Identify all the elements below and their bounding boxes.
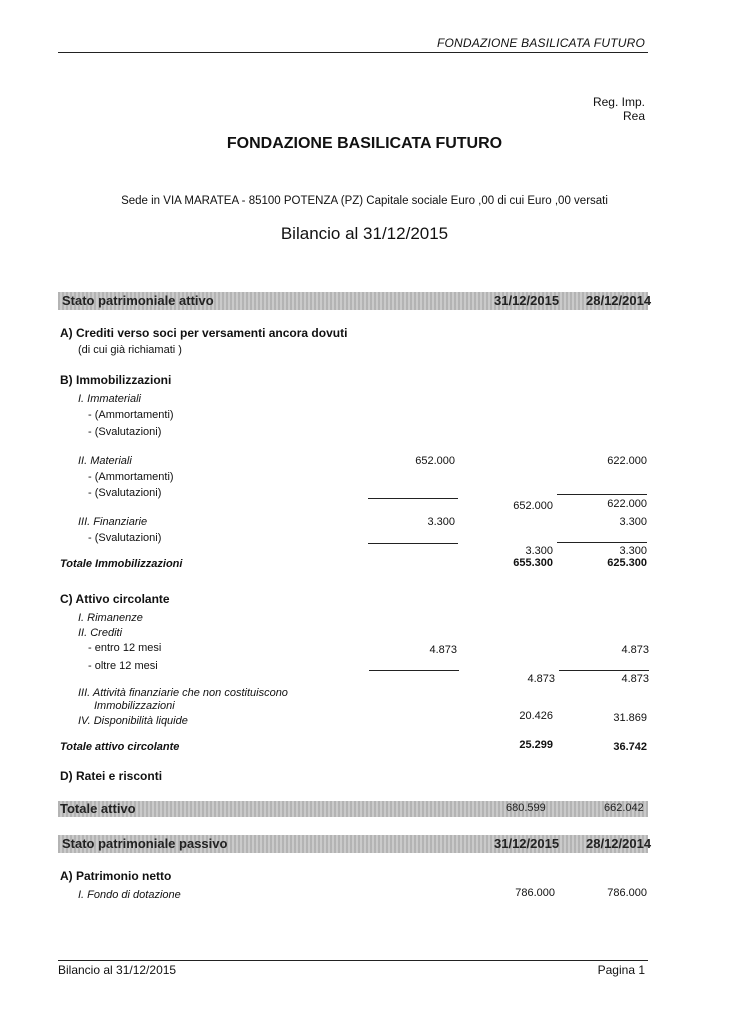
c-attivita-finanziarie-cont: Immobilizzazioni <box>94 700 175 712</box>
attivo-col-current: 31/12/2015 <box>494 293 560 308</box>
footer-left: Bilancio al 31/12/2015 <box>58 963 177 977</box>
b-i-ammortamenti: - (Ammortamenti) <box>88 409 174 421</box>
sede-line: Sede in VIA MARATEA - 85100 POTENZA (PZ) Capitale sociale Euro ,00 di cui Euro ,00 versati <box>121 195 608 207</box>
c-crediti-net-prev: 4.873 <box>621 673 649 685</box>
footer-rule <box>58 960 648 961</box>
rule <box>368 543 458 544</box>
b-iii-prev: 3.300 <box>619 516 647 528</box>
c-oltre-12-mesi: - oltre 12 mesi <box>88 660 158 672</box>
passivo-col-previous: 28/12/2014 <box>586 836 652 851</box>
totale-attivo-circolante-previous: 36.742 <box>613 741 647 753</box>
rea-label: Rea <box>622 109 645 123</box>
passivo-section-a-title: A) Patrimonio netto <box>60 869 172 883</box>
b-i-svalutazioni: - (Svalutazioni) <box>88 426 162 438</box>
c-iv-current: 20.426 <box>519 710 553 722</box>
b-iii-svalutazioni: - (Svalutazioni) <box>88 532 162 544</box>
attivo-band-label: Stato patrimoniale attivo <box>62 293 214 308</box>
c-entro-gross: 4.873 <box>429 644 457 656</box>
rule <box>369 670 459 671</box>
b-ii-svalutazioni: - (Svalutazioni) <box>88 487 162 499</box>
c-entro-prev: 4.873 <box>621 644 649 656</box>
document-title: FONDAZIONE BASILICATA FUTURO <box>226 135 503 152</box>
section-b-title: B) Immobilizzazioni <box>60 373 172 387</box>
c-crediti-net: 4.873 <box>527 673 555 685</box>
b-ii-net-prev: 622.000 <box>607 498 647 510</box>
b-ii-net: 652.000 <box>513 500 553 512</box>
fondo-di-dotazione: I. Fondo di dotazione <box>78 889 181 901</box>
b-ii-ammortamenti: - (Ammortamenti) <box>88 471 174 483</box>
c-attivita-finanziarie: III. Attività finanziarie che non costituiscono <box>78 687 288 699</box>
fondo-previous: 786.000 <box>607 887 647 899</box>
section-c-title: C) Attivo circolante <box>60 592 170 606</box>
totale-attivo-previous: 662.042 <box>604 802 644 814</box>
totale-attivo-band <box>58 801 648 817</box>
rule <box>557 542 647 543</box>
c-disponibilita-liquide: IV. Disponibilità liquide <box>78 715 188 727</box>
section-a-sub: (di cui già richiamati ) <box>78 344 182 356</box>
b-iii-net-prev: 3.300 <box>619 545 647 557</box>
rule <box>559 670 649 671</box>
b-ii-gross: 652.000 <box>415 455 455 467</box>
passivo-band <box>58 835 652 853</box>
attivo-band <box>58 292 652 310</box>
totale-attivo-label: Totale attivo <box>60 801 136 816</box>
c-crediti: II. Crediti <box>78 627 123 639</box>
totale-attivo-circolante-label: Totale attivo circolante <box>60 741 180 753</box>
totale-attivo-current: 680.599 <box>506 802 546 814</box>
c-iv-previous: 31.869 <box>613 712 647 724</box>
reg-block <box>593 95 645 123</box>
passivo-band-label: Stato patrimoniale passivo <box>62 836 228 851</box>
b-iii-net: 3.300 <box>525 545 553 557</box>
b-materiali: II. Materiali <box>78 455 132 467</box>
b-immateriali: I. Immateriali <box>78 393 141 405</box>
reg-imp-label: Reg. Imp. <box>592 95 645 109</box>
section-d-title: D) Ratei e risconti <box>60 769 163 783</box>
b-iii-gross: 3.300 <box>427 516 455 528</box>
fondo-current: 786.000 <box>515 887 555 899</box>
c-entro-12-mesi: - entro 12 mesi <box>88 642 162 654</box>
rule <box>557 494 647 495</box>
running-header: FONDAZIONE BASILICATA FUTURO <box>436 36 645 50</box>
bilancio-heading: Bilancio al 31/12/2015 <box>280 224 449 243</box>
totale-attivo-circolante-current: 25.299 <box>519 739 553 751</box>
rule <box>368 498 458 499</box>
totale-immobilizzazioni-previous: 625.300 <box>607 557 647 569</box>
b-ii-prev: 622.000 <box>607 455 647 467</box>
section-a-title: A) Crediti verso soci per versamenti ancora dovuti <box>60 326 348 340</box>
totale-immobilizzazioni-label: Totale Immobilizzazioni <box>60 558 183 570</box>
attivo-col-previous: 28/12/2014 <box>586 293 652 308</box>
header-rule <box>58 52 648 53</box>
totale-immobilizzazioni-current: 655.300 <box>513 557 553 569</box>
b-finanziarie: III. Finanziarie <box>78 516 148 528</box>
footer-page-number: Pagina 1 <box>597 963 645 977</box>
passivo-col-current: 31/12/2015 <box>494 836 560 851</box>
c-rimanenze: I. Rimanenze <box>78 612 143 624</box>
